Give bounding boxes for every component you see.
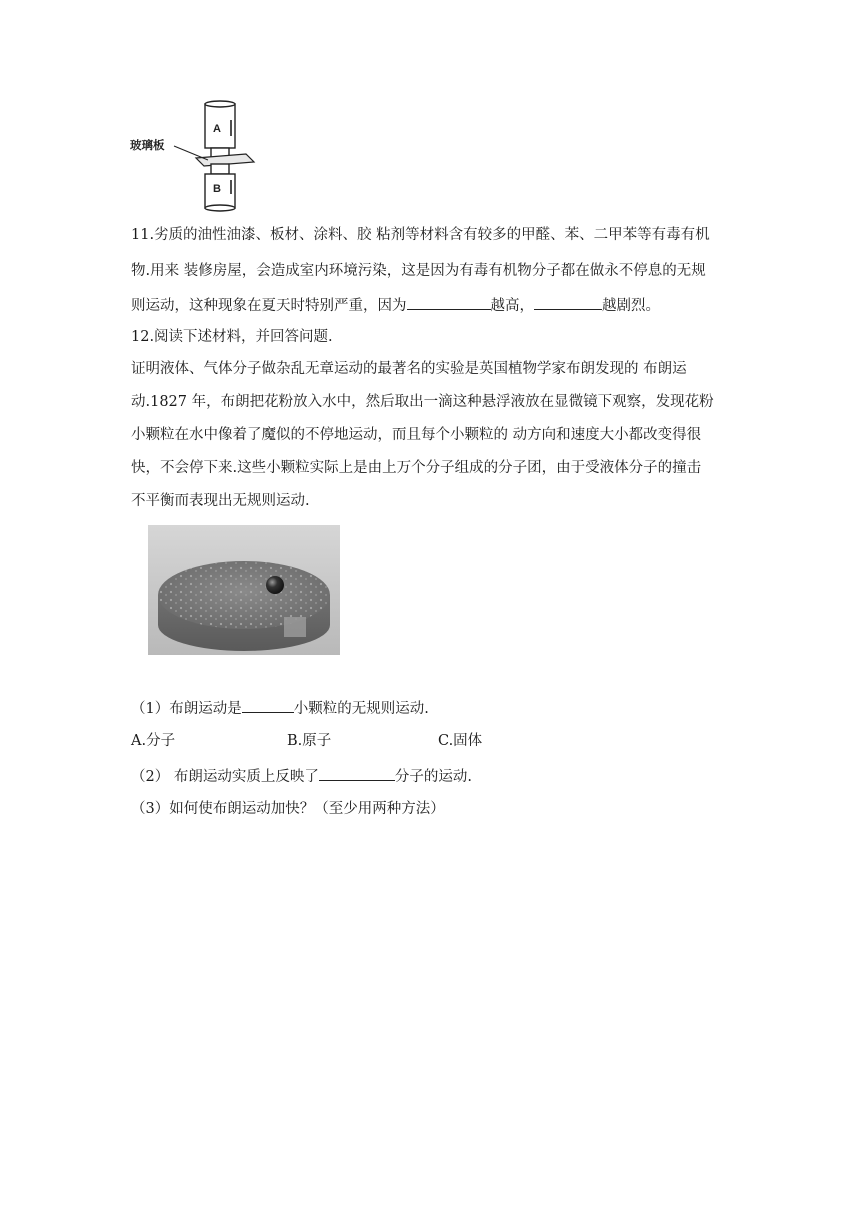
- q11-line-3: [131, 294, 660, 316]
- q12-sub2-blank[interactable]: [319, 765, 395, 781]
- q11-text-a: 则运动，这种现象在夏天时特别严重，因为: [131, 298, 407, 314]
- option-c[interactable]: C.固体: [438, 733, 483, 749]
- q12-sub1: [131, 697, 429, 719]
- option-a[interactable]: A.分子: [131, 733, 176, 749]
- q12-sub1-text-b: 小颗粒的无规则运动.: [293, 701, 429, 717]
- q12-sub2-text-a: （2） 布朗运动实质上反映了: [131, 769, 319, 785]
- q11-line-2: 物.用来 装修房屋，会造成室内环境污染，这是因为有毒有机物分子都在做永不停息的无规: [131, 263, 706, 279]
- q11-blank-2[interactable]: [534, 294, 602, 310]
- option-b[interactable]: B.原子: [287, 733, 332, 749]
- q12-title: 12.阅读下述材料，并回答问题.: [131, 329, 333, 345]
- q11-text-b: 越高，: [490, 298, 534, 314]
- q12-sub1-text-a: （1）布朗运动是: [131, 701, 242, 717]
- q12-sub3: （3）如何使布朗运动加快？（至少用两种方法）: [131, 801, 445, 817]
- glass-plate-label: 玻璃板: [130, 140, 165, 152]
- q12-passage-line-3: 小颗粒在水中像着了魔似的不停地运动，而且每个小颗粒的 动方向和速度大小都改变得很: [131, 427, 702, 443]
- bottle-a-label: A: [213, 123, 221, 135]
- bottles-glass-plate-figure: [128, 100, 258, 215]
- q11-blank-1[interactable]: [407, 294, 491, 310]
- q12-sub2: [131, 765, 472, 787]
- bottle-b-label: B: [213, 183, 221, 195]
- pollen-particle: [266, 576, 284, 594]
- q11-line-1: 11.劣质的油性油漆、板材、涂料、胶 粘剂等材料含有较多的甲醛、苯、二甲苯等有毒有机: [131, 227, 710, 243]
- q12-passage-line-4: 快，不会停下来.这些小颗粒实际上是由上万个分子组成的分子团，由于受液体分子的撞击: [131, 460, 702, 476]
- q12-passage-line-1: 证明液体、气体分子做杂乱无章运动的最著名的实验是英国植物学家布朗发现的 布朗运: [131, 361, 687, 377]
- q12-passage-line-5: 不平衡而表现出无规则运动.: [131, 493, 310, 509]
- q12-sub1-blank[interactable]: [242, 697, 294, 713]
- brownian-motion-figure: [148, 525, 340, 655]
- q12-passage-line-2: 动.1827 年，布朗把花粉放入水中，然后取出一滴这种悬浮液放在显微镜下观察，发现花粉: [131, 394, 714, 410]
- q12-sub2-text-b: 分子的运动.: [394, 769, 472, 785]
- q11-text-c: 越剧烈。: [602, 298, 660, 314]
